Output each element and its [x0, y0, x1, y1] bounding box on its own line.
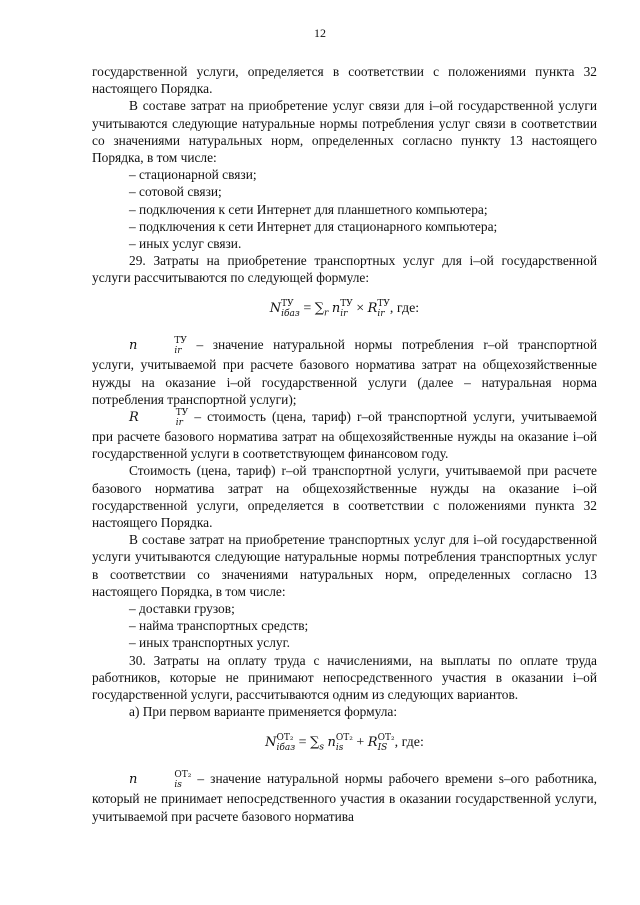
document-body — [92, 63, 597, 825]
formula-n-term: n ТУ ir — [331, 298, 353, 319]
paragraph-variant-a: а) При первом варианте применяется формула: — [129, 704, 398, 720]
formula-transport: N ТУ iбаз = $\sum_r$ n ТУ ir × R ТУ ir , где: — [269, 298, 420, 319]
paragraph-transport-norms: В составе затрат на приобретение транспортных услуг для i–ой государственной услуги учитываются следующие натуральные нормы потребления транспортных услуг в соответствии со значениями натуральных норм, определенных согласно 13 настоящего Порядка, в том числе: — [92, 532, 597, 599]
sum-symbol: $\sum_r$ — [314, 300, 329, 319]
definition-n-transport: n ТУ ir – значение натуральной нормы потребления r–ой транспортной услуги, учитываемой при расчете базового норматива затрат на общехозяйственные нужды на оказание i–ой государственной услуги (далее – натуральная норма потребления транспортной услуги); — [92, 336, 597, 407]
list-item: – иных транспортных услуг. — [129, 635, 290, 651]
formula-labor: N ОТ₂ iбаз = $\sum_s$ n ОТ₂ is + R ОТ₂ IS , где: — [265, 732, 424, 753]
list-item: – подключения к сети Интернет для стационарного компьютера; — [129, 218, 498, 234]
formula-r-term: R ОТ₂ IS — [367, 732, 395, 753]
paragraph-continuation: государственной услуги, определяется в соответствии с положениями пункта 32 настоящего Порядка. — [92, 64, 597, 97]
list-item: – иных услуг связи. — [129, 236, 242, 252]
list-item: – подключения к сети Интернет для планшетного компьютера; — [129, 201, 488, 217]
definition-n-labor: n ОТ₂ is – значение натуральной нормы рабочего времени s–ого работника, который не принимает непосредственного участия в оказании государственной услуги, учитываемой при расчете базового норматива — [92, 770, 597, 824]
list-item: – доставки грузов; — [129, 601, 235, 617]
list-item: – сотовой связи; — [129, 184, 222, 200]
page-number: 12 — [314, 26, 326, 40]
formula-lhs: N ОТ₂ iбаз — [265, 732, 296, 753]
paragraph-cost: Стоимость (цена, тариф) r–ой транспортной услуги, учитываемой при расчете базового норматива затрат на общехозяйственные нужды на оказание i–ой государственной услуги, определяется в соответствии с положениями пункта 32 настоящего Порядка. — [92, 463, 597, 531]
paragraph-29: 29. Затраты на приобретение транспортных услуг для i–ой государственной услуги рассчитываются по следующей формуле: — [92, 253, 597, 286]
formula-r-term: R ТУ ir — [367, 298, 390, 319]
paragraph-communication-services: В составе затрат на приобретение услуг связи для i–ой государственной услуги учитываются следующие натуральные нормы потребления услуг связи в соответствии со значениями натуральных норм, определенных согласно пункту 13 настоящего Порядка, в том числе: — [92, 98, 597, 166]
list-item: – найма транспортных средств; — [129, 618, 309, 634]
formula-n-term: n ОТ₂ is — [327, 732, 353, 753]
definition-r-transport: R ТУ ir – стоимость (цена, тариф) r–ой транспортной услуги, учитываемой при расчете базового норматива затрат на общехозяйственные нужды на оказание i–ой государственной услуги в соответствующем финансовом году. — [92, 408, 597, 462]
formula-lhs: N ТУ iбаз — [269, 298, 300, 319]
sum-symbol: $\sum_s$ — [310, 734, 324, 753]
paragraph-30: 30. Затраты на оплату труда с начислениями, на выплаты по оплате труда работников, которые не принимают непосредственного участия в оказании i–ой государственной услуги, рассчитываются одним из следующих вариантов. — [92, 652, 597, 703]
list-item: – стационарной связи; — [129, 167, 257, 183]
